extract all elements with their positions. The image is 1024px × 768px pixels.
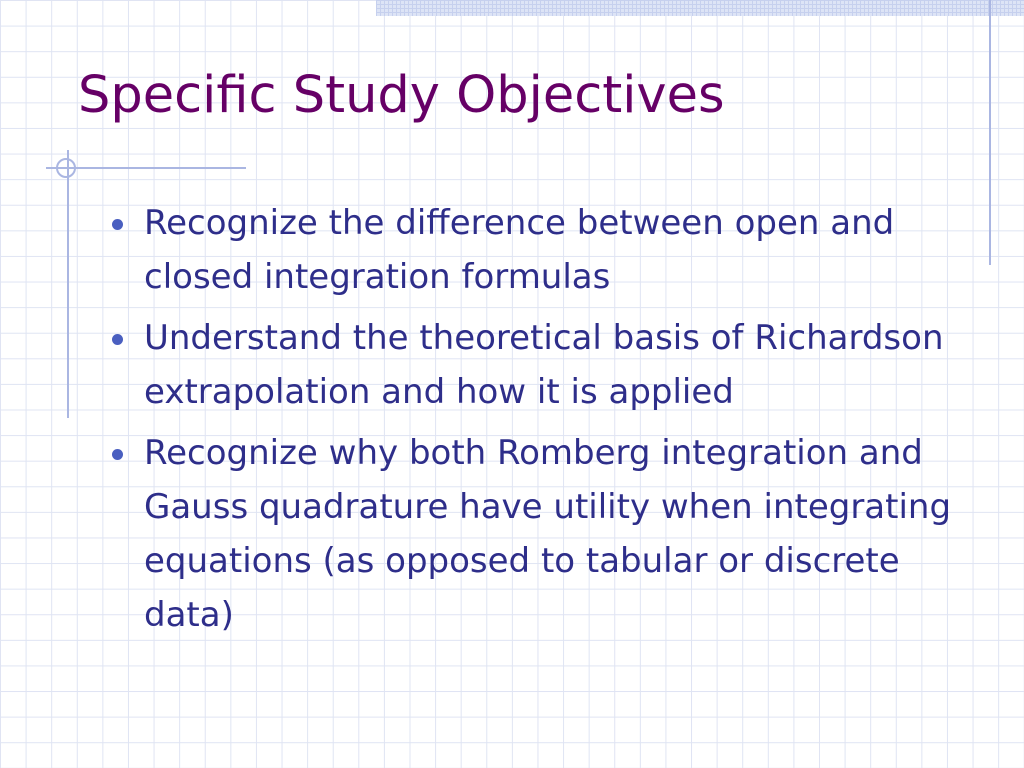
slide-title: Specific Study Objectives: [78, 66, 725, 125]
top-decorative-band: [376, 0, 1024, 16]
bullet-list: [104, 196, 964, 649]
left-decorative-line: [67, 150, 69, 418]
bullet-item: [104, 426, 964, 642]
bullet-item: [104, 196, 964, 304]
bullet-dot-icon: [112, 334, 123, 345]
bullet-dot-icon: [112, 449, 123, 460]
title-underline: [46, 167, 246, 169]
bullet-dot-icon: [112, 219, 123, 230]
bullet-text: Recognize the difference between open and closed integration formulas: [144, 203, 895, 297]
bullet-text: Recognize why both Romberg integration and Gauss quadrature have utility when integrating equations (as opposed to tabular or discrete data): [144, 433, 952, 635]
decorative-ring-icon: [56, 158, 76, 178]
right-decorative-line: [989, 0, 991, 265]
bullet-text: Understand the theoretical basis of Richardson extrapolation and how it is applied: [144, 318, 944, 412]
bullet-item: [104, 311, 964, 419]
